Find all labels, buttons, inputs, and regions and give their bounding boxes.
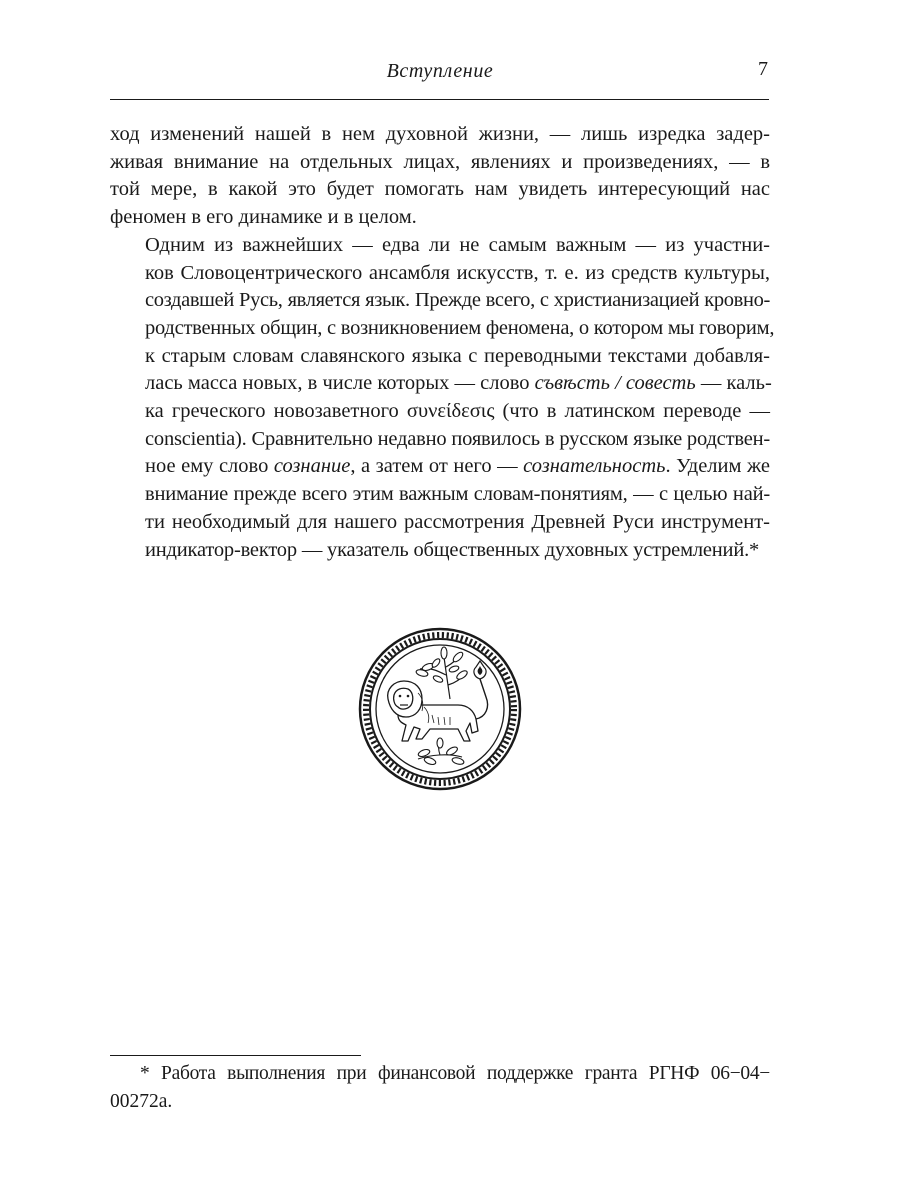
text-fragment: лась масса новых, в числе которых — слово — [145, 372, 535, 395]
footnote — [110, 1060, 770, 1116]
text-fragment: (что в латинском переводе — — [494, 400, 770, 423]
text-fragment: — каль- — [695, 372, 772, 395]
italic-term-soznanie: сознание — [273, 455, 351, 478]
text-line: Одним из важнейших — едва ли не самым важным — из участни- — [145, 233, 770, 256]
paragraph-1 — [110, 121, 770, 232]
text-line — [110, 453, 770, 481]
text-line: родственных общин, с возникновением феномена, о котором мы говорим, — [145, 316, 775, 339]
text-line — [110, 398, 770, 426]
italic-term-sovest: съвѣсть / совесть — [534, 372, 696, 395]
greek-term: συνείδεσις — [406, 400, 495, 423]
text-fragment: ка греческого новозаветного — [145, 400, 407, 423]
text-fragment: . Уделим же — [665, 455, 770, 478]
text-line: ход изменений нашей в нем духовной жизни, — лишь изредка задер- — [110, 123, 770, 145]
lion-emblem-icon — [358, 627, 522, 791]
text-fragment: ное ему слово — [145, 455, 274, 478]
running-head — [110, 58, 770, 92]
text-line: к старым словам славянского языка с переводными текстами добавля- — [145, 344, 770, 367]
text-line: феномен в его динамике и в целом. — [110, 206, 417, 229]
body-text — [110, 121, 775, 564]
text-line: внимание прежде всего этим важным словам-понятиям, — с целью най- — [145, 483, 770, 506]
text-line — [110, 370, 770, 398]
italic-term-soznatelnost: сознательность — [523, 455, 666, 478]
text-line: conscientia). Сравнительно недавно появилось в русском языке родствен- — [145, 427, 770, 450]
text-fragment: , а затем от него — — [350, 455, 524, 478]
text-line: той мере, в какой это будет помогать нам увидеть интересующий нас — [110, 178, 770, 201]
footnote-line: 00272а. — [110, 1091, 173, 1112]
text-line: индикатор-вектор — указатель общественных духовных устремлений.* — [145, 538, 760, 561]
text-line: ков Словоцентрического ансамбля искусств, т. е. из средств культуры, — [145, 261, 770, 284]
running-title: Вступление — [386, 60, 494, 82]
text-line: создавшей Русь, является язык. Прежде всего, с христианизацией кровно- — [145, 289, 770, 312]
header-rule — [110, 99, 769, 100]
footnote-rule — [110, 1055, 361, 1056]
text-line: живая внимание на отдельных лицах, явлениях и произведениях, — в — [110, 150, 770, 173]
page-number: 7 — [758, 58, 768, 80]
paragraph-2 — [110, 232, 775, 564]
footnote-line: * Работа выполнения при финансовой поддержке гранта РГНФ 06−04− — [140, 1063, 770, 1084]
text-line: ти необходимый для нашего рассмотрения Древней Руси инструмент- — [145, 510, 770, 533]
